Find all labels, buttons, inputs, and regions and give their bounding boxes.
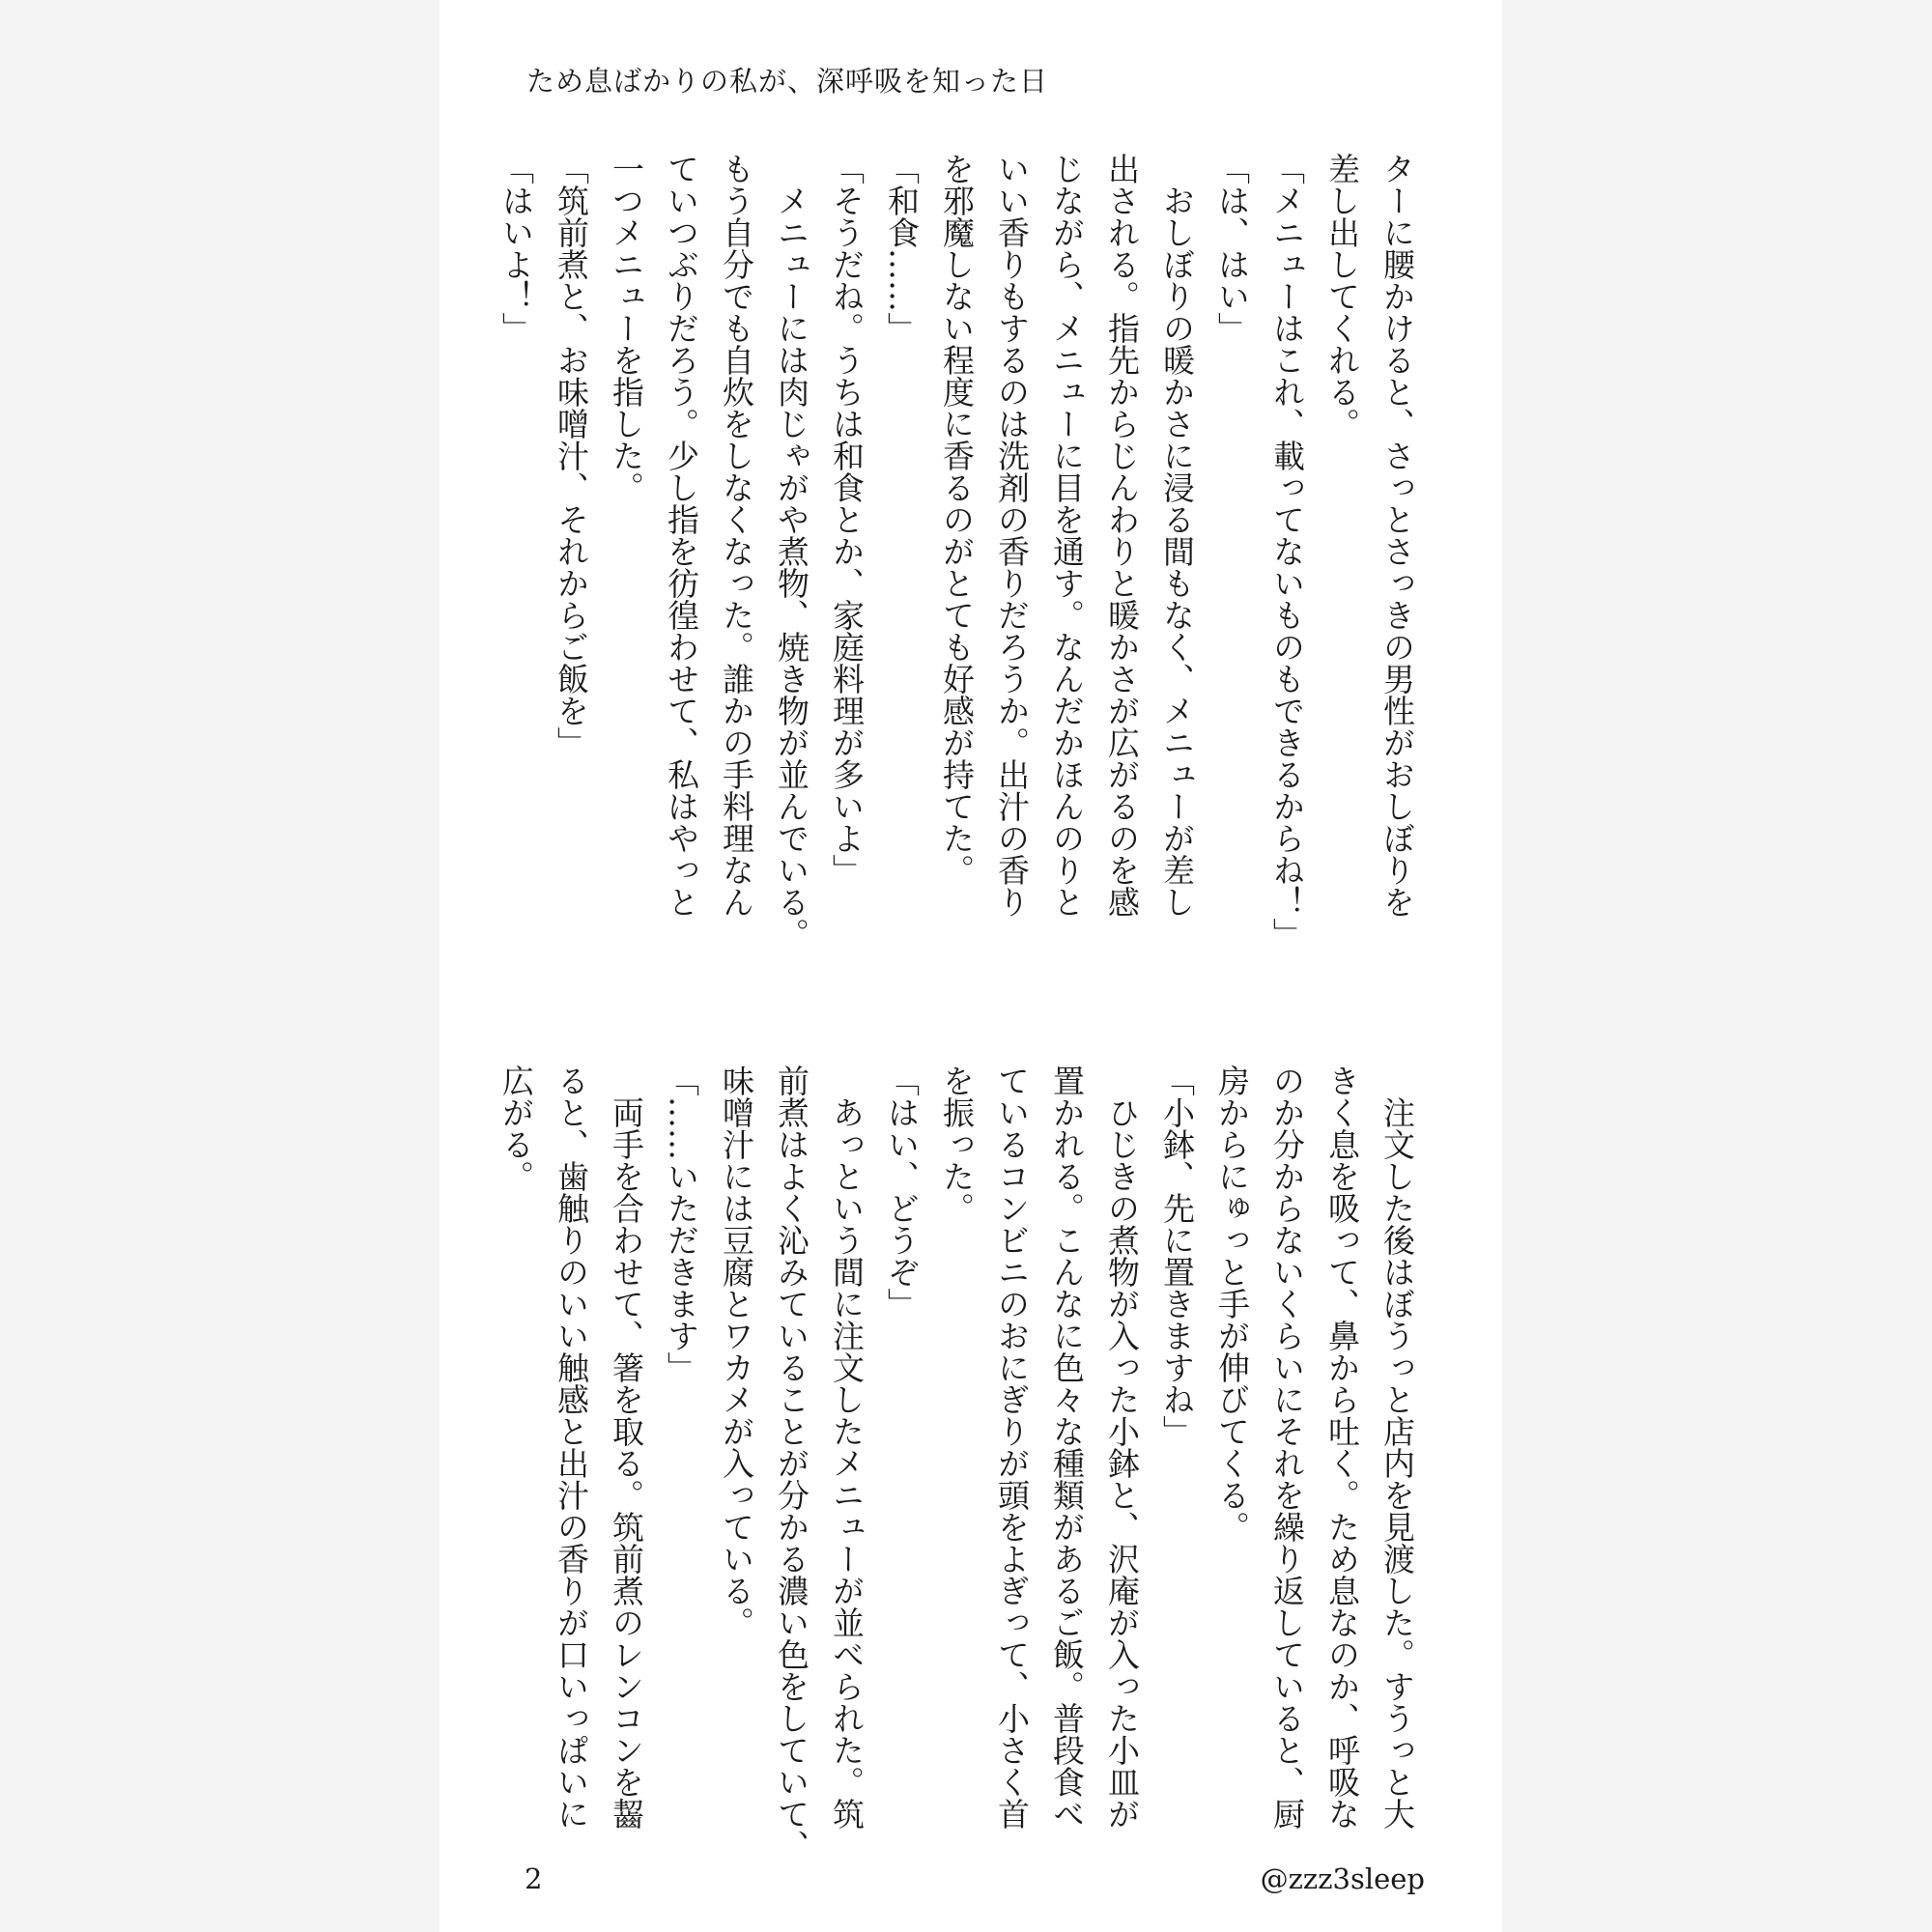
page-number: 2 (525, 1862, 543, 1895)
text-line: じながら、メニューに目を通す。なんだかほんのりと (1048, 153, 1086, 918)
text-line: 「筑前煮と、お味噌汁、それからご飯を」 (553, 153, 590, 758)
text-line: 前煮はよく沁みていることが分かる濃い色をしていて、 (773, 1065, 810, 1861)
text-line: もう自分でも自炊をしなくなった。誰かの手料理なん (718, 153, 755, 918)
text-line: を振った。 (938, 1065, 976, 1224)
running-title: ため息ばかりの私が、深呼吸を知った日 (526, 65, 1049, 98)
lower-text-block (497, 1065, 1425, 1861)
text-line: 「そうだね。うちは和食とか、家庭料理が多いよ」 (828, 153, 866, 886)
text-line: 広がる。 (497, 1065, 535, 1192)
text-line: ていつぶりだろう。少し指を彷徨わせて、私はやっと (663, 153, 700, 918)
text-line: 「和食……」 (883, 153, 921, 344)
text-line: 出される。指先からじんわりと暖かさが広がるのを感 (1103, 153, 1141, 918)
text-line: 置かれる。こんなに色々な種類があるご飯。普段食べ (1048, 1065, 1086, 1830)
text-line: ているコンビニのおにぎりが頭をよぎって、小さく首 (993, 1065, 1031, 1830)
author-handle: @zzz3sleep (1260, 1862, 1425, 1895)
text-line: おしぼりの暖かさに浸る間もなく、メニューが差し (1158, 153, 1196, 918)
text-line: 「……いただきます」 (663, 1065, 700, 1383)
text-line: 「はいよ！」 (497, 153, 535, 344)
text-line: 両手を合わせて、箸を取る。筑前煮のレンコンを齧 (608, 1065, 645, 1830)
text-line: あっという間に注文したメニューが並べられた。筑 (828, 1065, 866, 1830)
text-line: ると、歯触りのいい触感と出汁の香りが口いっぱいに (553, 1065, 590, 1830)
text-line: 一つメニューを指した。 (608, 153, 645, 503)
text-line: を邪魔しない程度に香るのがとても好感が持てた。 (938, 153, 976, 886)
text-line: 「は、はい」 (1213, 153, 1251, 344)
book-page (440, 0, 1502, 1932)
text-line: ターに腰かけると、さっとさっきの男性がおしぼりを (1378, 153, 1416, 918)
text-line: 「はい、どうぞ」 (883, 1065, 921, 1320)
text-line: のか分からないくらいにそれを繰り返していると、厨 (1268, 1065, 1306, 1830)
text-line: 「メニューはこれ、載ってないものもできるからね！」 (1268, 153, 1306, 950)
upper-text-block (497, 153, 1425, 983)
text-line: きく息を吸って、鼻から吐く。ため息なのか、呼吸な (1323, 1065, 1361, 1830)
text-line: 差し出してくれる。 (1323, 153, 1361, 440)
text-line: メニューには肉じゃがや煮物、焼き物が並んでいる。 (773, 153, 810, 950)
text-line: 「小鉢、先に置きますね」 (1158, 1065, 1196, 1447)
text-line: いい香りもするのは洗剤の香りだろうか。出汁の香り (993, 153, 1031, 918)
text-line: 味噌汁には豆腐とワカメが入っている。 (718, 1065, 755, 1638)
text-line: 房からにゅっと手が伸びてくる。 (1213, 1065, 1251, 1543)
text-line: ひじきの煮物が入った小鉢と、沢庵が入った小皿が (1103, 1065, 1141, 1830)
text-line: 注文した後はぼうっと店内を見渡した。すうっと大 (1378, 1065, 1416, 1830)
